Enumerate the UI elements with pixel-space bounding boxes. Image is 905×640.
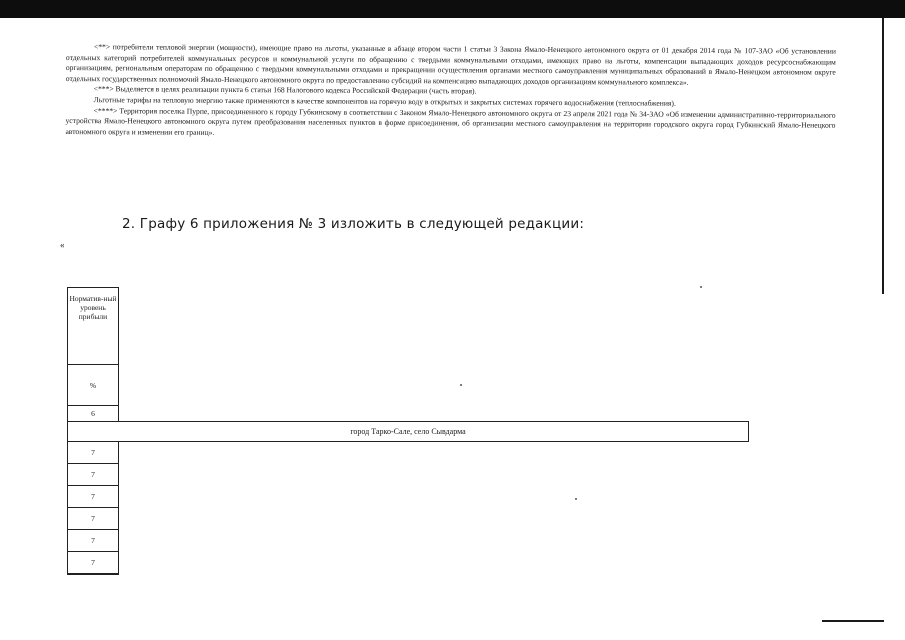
table-row: 7 [68,486,118,508]
value-rows [67,442,119,575]
scan-top-border [0,0,905,18]
scan-speck [460,384,462,386]
column-number-cell: 6 [68,406,118,422]
footnote-3: <***> Выделяется в целях реализации пункта 6 статьи 168 Налогового кодекса Российской Федерации (часть вторая). [93,84,477,96]
table-row: 7 [68,442,118,464]
column-header: Норматив-ный уровень прибыли [68,288,118,365]
footnote-2: <**> потребители тепловой энергии (мощности), имеющие право на льготы, указанные в абзаце втором части 1 статьи 3 Закона Ямало-Ненецкого автономного округа от 01 декабря 2014 года № 107-ЗАО «Об установлении отдельных категорий потребителей коммунальных ресурсов и коммунальной услуги по обращению с твердыми коммунальными отходами, имеющих право на льготы, компенсации выпадающих доходов ресурсоснабжающим организациям, региональным операторам по обращению с твердыми коммунальными отходами и прекращении осуществления органами местного самоуправления муниципальных образований в Ямало-Ненецком автономном округе отдельных государственных полномочий Ямало-Ненецкого автономного округа по предоставлению субсидий на компенсацию выпадающих доходов организациям коммунального комплекса». [65,42,836,87]
table-column-6 [67,287,119,422]
unit-cell: % [68,365,118,406]
table-row: 7 [68,552,118,574]
table-row: 7 [68,530,118,552]
city-row: город Тарко-Сале, село Сывдарма [67,421,749,442]
scan-right-edge [882,18,884,294]
amendment-heading: 2. Графу 6 приложения № 3 изложить в следующей редакции: [122,216,585,232]
scan-speck [700,286,702,288]
open-quote: « [60,240,65,250]
table-row: 7 [68,508,118,530]
scan-speck [575,498,577,500]
scan-bottom-line [822,620,884,622]
table-row: 7 [68,464,118,486]
footnote-4: <****> Территория поселка Пурпе, присоединенного к городу Губкинскому в соответствии с Законом Ямало-Ненецкого автономного округа от 23 апреля 2021 года № 34-ЗАО «Об изменении административно-территориального устройства Ямало-Ненецкого автономного округа путем преобразования населенных пунктов в форме присоединения, об организации местного самоуправления на территории городского округа город Губкинский Ямало-Ненецкого автономного округа и изменении его границ». [65,105,836,137]
hot-water-note: Льготные тарифы на тепловую энергию также применяются в качестве компонентов на горячую воду в открытых и закрытых системах горячего водоснабжения (теплоснабжения). [93,95,676,108]
footnotes-block [65,42,836,142]
